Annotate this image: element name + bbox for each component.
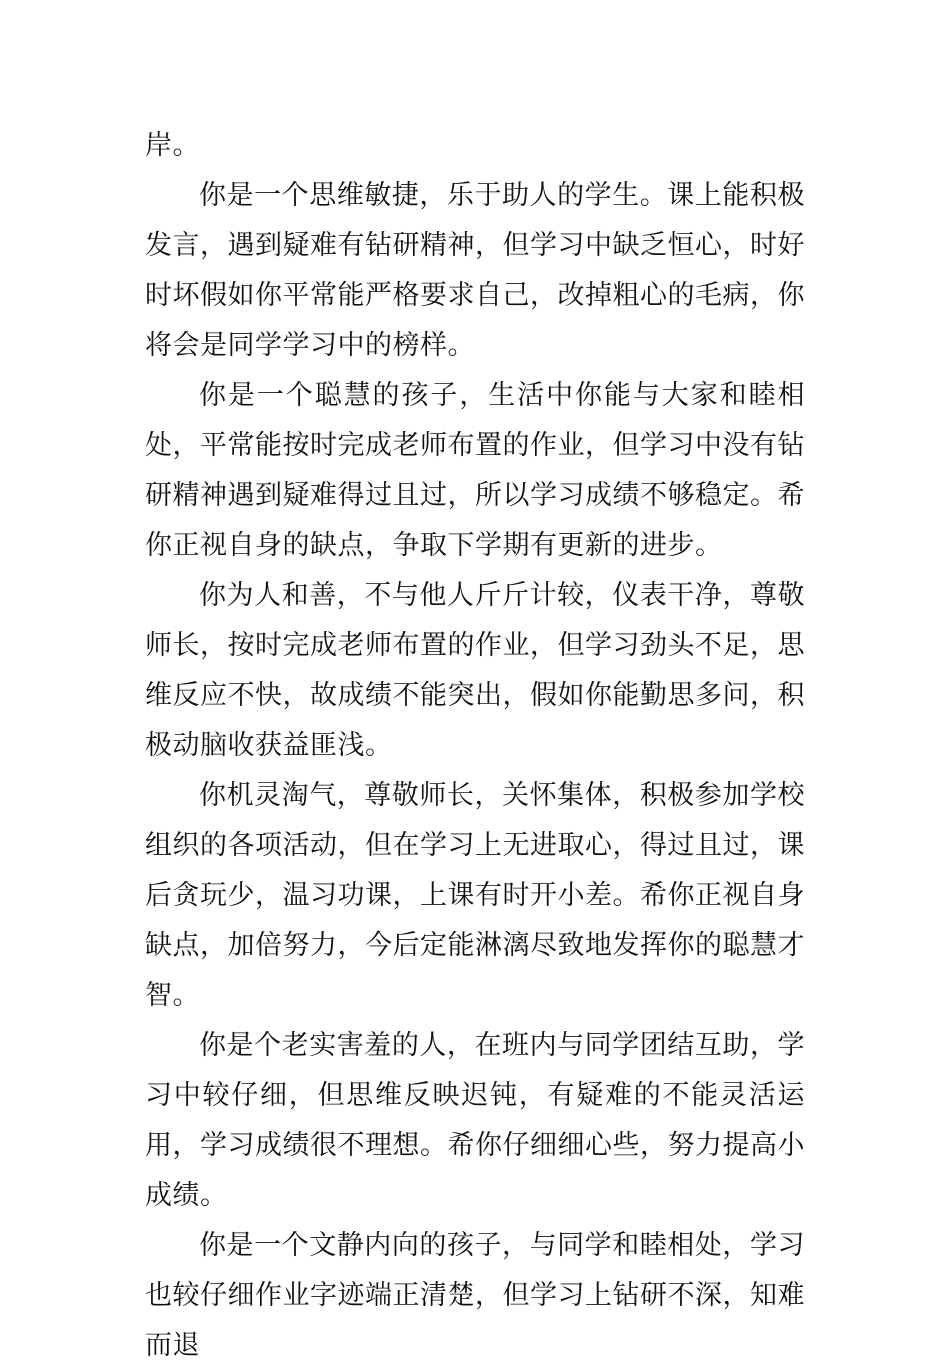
paragraph-comment-2: 你是一个聪慧的孩子，生活中你能与大家和睦相处，平常能按时完成老师布置的作业，但学习中没有钻研精神遇到疑难得过且过，所以学习成绩不够稳定。希你正视自身的缺点，争取下学期有更新的进步。 <box>145 380 805 561</box>
paragraph-comment-1: 你是一个思维敏捷，乐于助人的学生。课上能积极发言，遇到疑难有钻研精神，但学习中缺乏恒心，时好时坏假如你平常能严格要求自己，改掉粗心的毛病，你将会是同学学习中的榜样。 <box>145 180 805 361</box>
paragraph-comment-6: 你是一个文静内向的孩子，与同学和睦相处，学习也较仔细作业字迹端正清楚，但学习上钻研不深，知难而退 <box>145 1230 805 1361</box>
paragraph-comment-5: 你是个老实害羞的人，在班内与同学团结互助，学习中较仔细，但思维反映迟钝，有疑难的不能灵活运用，学习成绩很不理想。希你仔细细心些，努力提高小成绩。 <box>145 1030 805 1211</box>
paragraph-comment-3: 你为人和善，不与他人斤斤计较，仪表干净，尊敬师长，按时完成老师布置的作业，但学习劲头不足，思维反应不快，故成绩不能突出，假如你能勤思多问，积极动脑收获益匪浅。 <box>145 580 805 761</box>
document-body <box>145 121 805 1371</box>
paragraph-continuation: 岸。 <box>145 130 200 161</box>
paragraph-comment-4: 你机灵淘气，尊敬师长，关怀集体，积极参加学校组织的各项活动，但在学习上无进取心，得过且过，课后贪玩少，温习功课，上课有时开小差。希你正视自身缺点，加倍努力，今后定能淋漓尽致地发挥你的聪慧才智。 <box>145 780 805 1011</box>
